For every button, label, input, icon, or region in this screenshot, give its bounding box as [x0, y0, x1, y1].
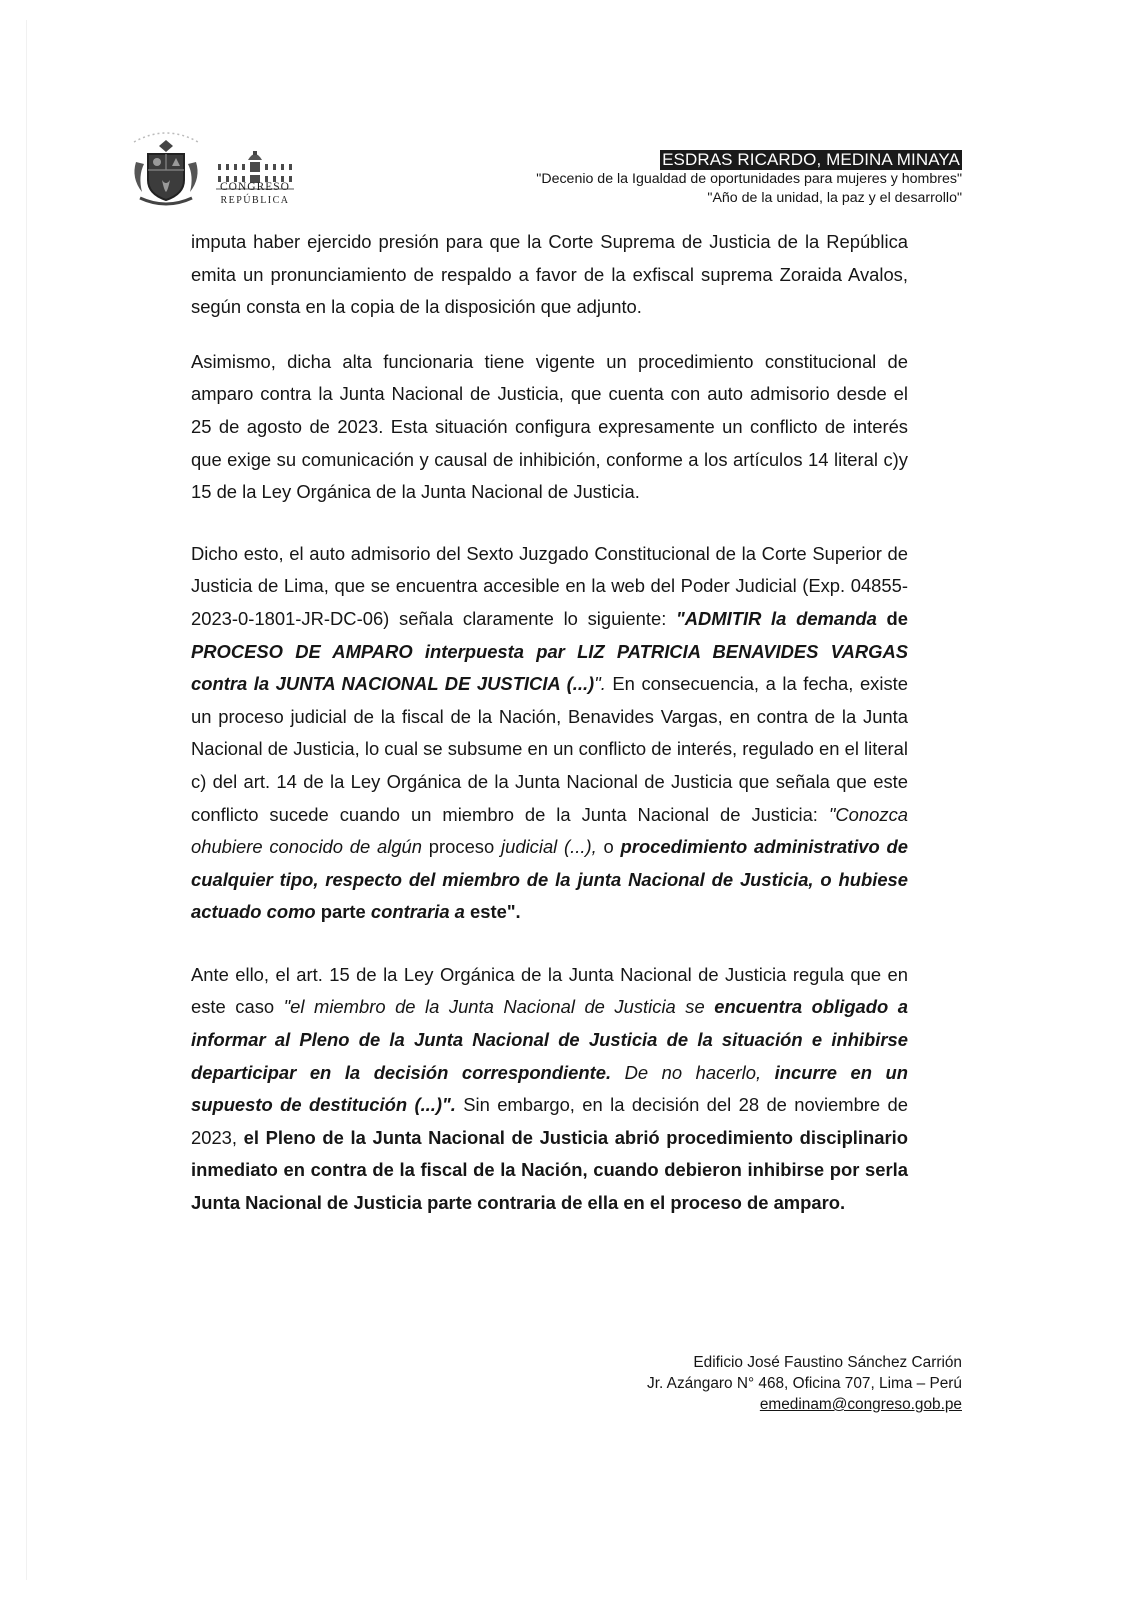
p4-quote-destitucion: incurre en un supuesto de destitución (...)". — [191, 1061, 909, 1116]
p3-quote-close: ". — [594, 673, 606, 695]
paragraph-2: Asimismo, dicha alta funcionaria tiene vigente un procedimiento constitucional de amparo contra la Junta Nacional de Justicia, que cuenta con auto admisorio desde el 25 de agosto de 2023. Esta situación configura expresamente un conflicto de interés que exige su comunicación y causal de inhibición, conforme a los artículos 14 literal c)y 15 de la Ley Orgánica de la Junta Nacional de Justicia. — [191, 350, 908, 503]
letterhead — [536, 150, 962, 208]
paragraph-3 — [191, 538, 908, 929]
paragraph-1: imputa haber ejercido presión para que la Corte Suprema de Justicia de la República emita un pronunciamiento de respaldo a favor de la exfiscal suprema Zoraida Avalos, según consta en la copia de la disposición que adjunto. — [191, 231, 908, 318]
footer-contact — [647, 1352, 962, 1415]
footer-email-link[interactable]: emedinam@congreso.gob.pe — [759, 1396, 962, 1413]
logo-congress-word: CONGRESO — [220, 181, 290, 193]
p3-text: En consecuencia, a la fecha, existe un proceso judicial de la fiscal de la Nación, Benavides Vargas, en contra de la Junta Nacional de Justicia, lo cual se subsume en un conflicto de interés, regulado en el literal c) del art. 14 de la Ley Orgánica de la Junta Nacional de Justicia que señala que este conflicto sucede cuando un miembro de la Junta Nacional de Justicia: — [191, 673, 908, 825]
p4-bold-conclusion: el Pleno de la Junta Nacional de Justicia abrió procedimiento disciplinario inmediato en contra de la fiscal de la Nación, cuando debieron inhibirse por serla Junta Nacional de Justicia parte contraria de ella en el proceso de amparo. — [191, 1126, 908, 1214]
p3-quote-judicial: judicial (...), — [501, 836, 597, 858]
p3-text: parte — [315, 901, 371, 923]
p4-quote-miembro: "el miembro de la Junta Nacional de Justicia se — [283, 996, 705, 1018]
p3-text: de — [876, 607, 909, 629]
footer-address: Jr. Azángaro N° 468, Oficina 707, Lima – Perú — [647, 1375, 962, 1392]
p4-text: Sin embargo, en la decisión del 28 de noviembre de 2023, — [191, 1094, 908, 1148]
motto-line-1: "Decenio de la Igualdad de oportunidades para mujeres y hombres" — [536, 171, 962, 187]
p3-text: proceso — [422, 836, 502, 858]
peru-coat-of-arms-logo — [126, 128, 206, 212]
p4-quote-no-hacerlo: De no hacerlo, — [611, 1061, 762, 1083]
p3-quote-contraria: contraria a — [370, 901, 465, 923]
paragraph-4 — [191, 959, 908, 1220]
header-logos — [126, 128, 296, 212]
author-name: ESDRAS RICARDO, MEDINA MINAYA — [662, 150, 960, 169]
p3-quote-proceso-amparo: PROCESO DE AMPARO interpuesta par LIZ PATRICIA BENAVIDES VARGAS contra la JUNTA NACIONAL DE JUSTICIA (...) — [191, 640, 908, 695]
p3-quote-procedimiento: procedimiento administrativo de cualquier tipo, respecto del miembro de la junta Nacional de Justicia, o hubiese actuado como — [191, 836, 908, 923]
p3-text: o — [596, 836, 621, 858]
p3-text: Dicho esto, el auto admisorio del Sexto Juzgado Constitucional de la Corte Superior de Justicia de Lima, que se encuentra accesible en la web del Poder Judicial (Exp. 04855-2023-0-1801-JR-DC-06) señala claramente lo siguiente: — [191, 542, 908, 629]
p3-quote-conozca: "Conozca ohubiere conocido de algún — [191, 803, 908, 858]
footer-building: Edificio José Faustino Sánchez Carrión — [693, 1354, 962, 1371]
p4-quote-obligado: encuentra obligado a informar al Pleno de la Junta Nacional de Justicia de la situación e inhibirse departicipar en la decisión correspondiente. — [191, 996, 908, 1083]
scan-edge-line — [26, 20, 27, 1580]
p3-text: este". — [464, 901, 521, 923]
p3-quote-admitir: "ADMITIR la demanda — [676, 607, 877, 629]
p4-text: Ante ello, el art. 15 de la Ley Orgánica de la Junta Nacional de Justicia regula que en este caso — [191, 963, 908, 1018]
motto-line-2: "Año de la unidad, la paz y el desarrollo" — [707, 190, 962, 206]
letter-body — [191, 226, 908, 1220]
logo-republic-word: REPÚBLICA — [220, 195, 290, 206]
